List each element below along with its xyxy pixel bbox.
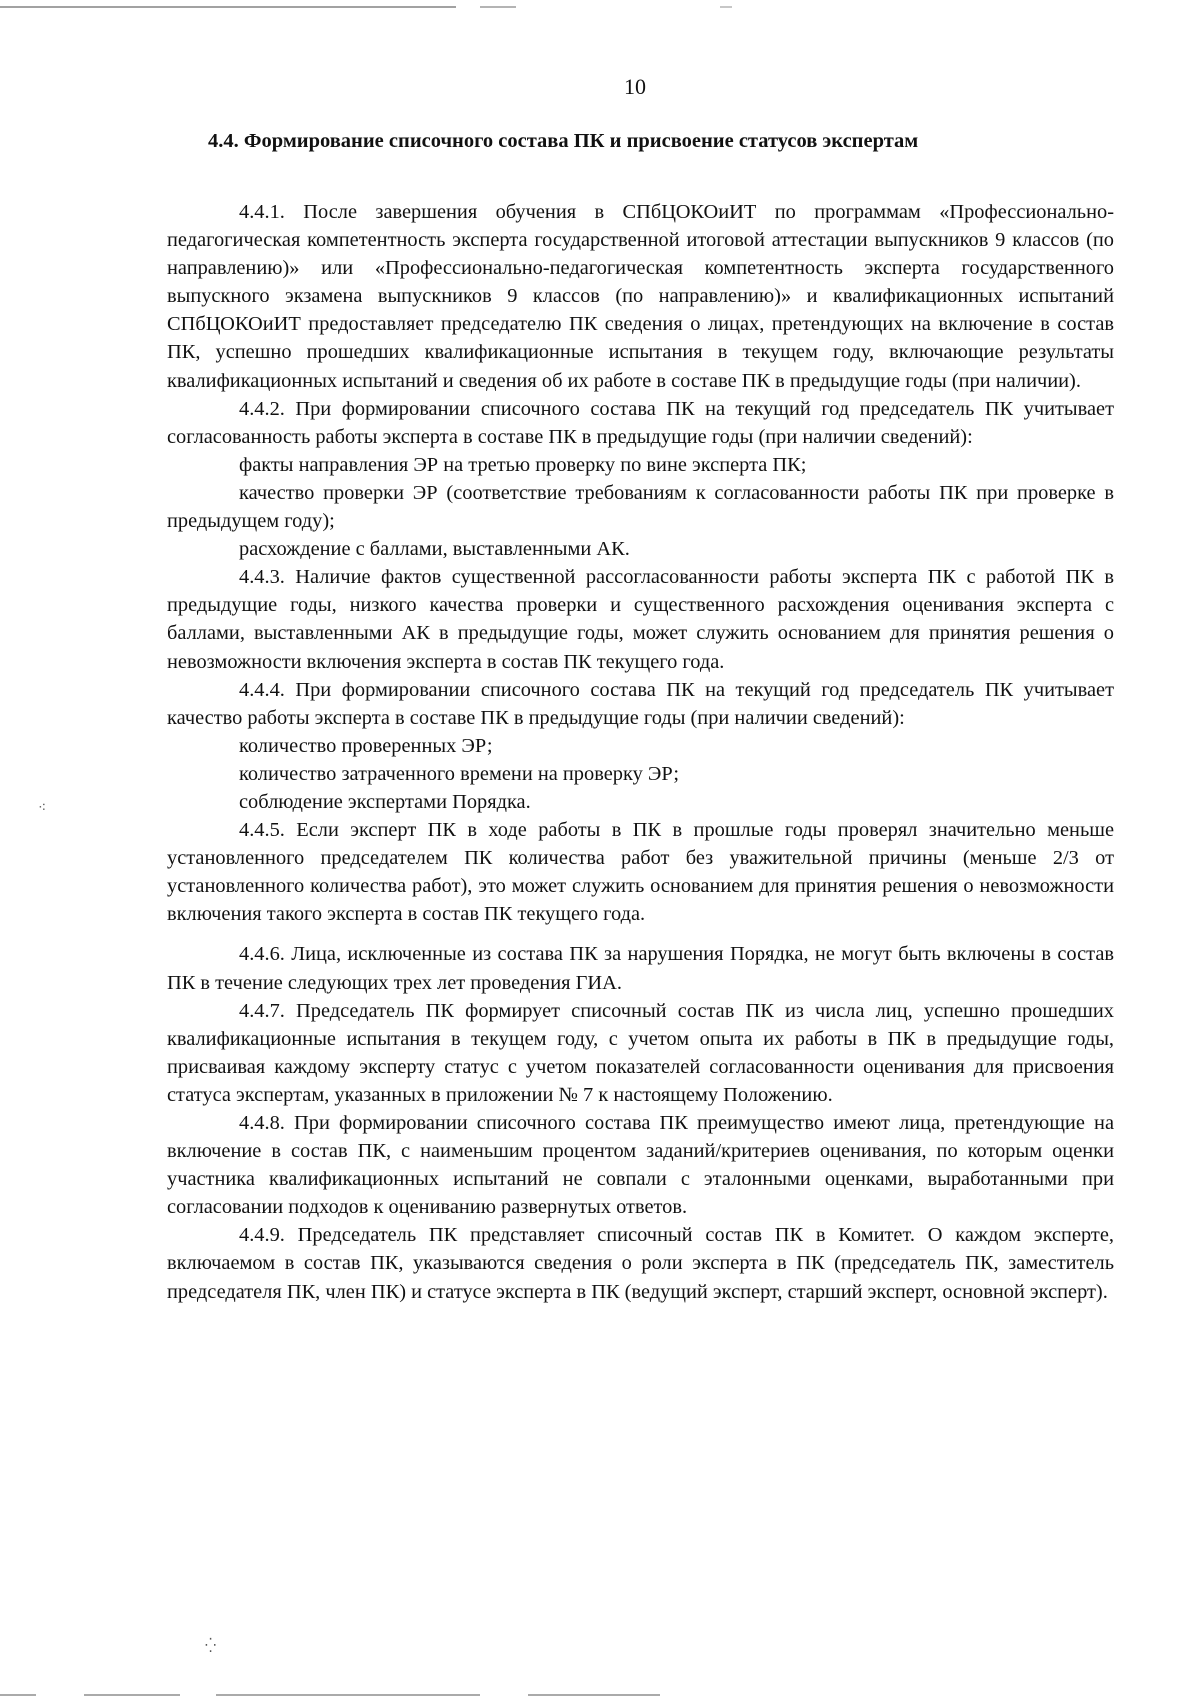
page-number: 10 — [624, 74, 646, 99]
document-body — [167, 198, 1114, 1306]
scan-speck: ⁖ — [38, 801, 47, 816]
list-item-time-spent: количество затраченного времени на проверку ЭР; — [239, 762, 680, 785]
list-item-checked-count: количество проверенных ЭР; — [239, 734, 493, 757]
paragraph-4-4-5: 4.4.5. Если эксперт ПК в ходе работы в ПК в прошлые годы проверял значительно меньше установленного председателем ПК количества работ без уважительной причины (меньше 2/3 от установленного количества работ), это может служить основанием для принятия решения о невозможности включения такого эксперта в состав ПК текущего года. — [167, 819, 1114, 926]
paragraph-4-4-9: 4.4.9. Председатель ПК представляет списочный состав ПК в Комитет. О каждом эксперте, включаемом в состав ПК, указываются сведения о роли эксперта в ПК (председатель ПК, заместитель председателя ПК, член ПК) и статусе эксперта в ПК (ведущий эксперт, старший эксперт, основной эксперт). — [167, 1224, 1114, 1303]
list-item-third-check: факты направления ЭР на третью проверку по вине эксперта ПК; — [239, 453, 807, 476]
list-item-compliance: соблюдение экспертами Порядка. — [239, 790, 531, 813]
scan-edge-top — [0, 6, 1200, 8]
paragraph-4-4-4: 4.4.4. При формировании списочного состава ПК на текущий год председатель ПК учитывает качество работы эксперта в составе ПК в предыдущие годы (при наличии сведений): — [167, 678, 1114, 729]
scan-edge-bottom — [0, 1694, 1200, 1696]
paragraph-4-4-3: 4.4.3. Наличие фактов существенной рассогласованности работы эксперта ПК с работой ПК в предыдущие годы, низкого качества проверки и существенного расхождения оценивания эксперта с баллами, выставленными АК в предыдущие годы, может служить основанием для принятия решения о невозможности включения эксперта в состав ПК текущего года. — [167, 566, 1114, 673]
paragraph-4-4-7: 4.4.7. Председатель ПК формирует списочный состав ПК из числа лиц, успешно прошедших квалификационные испытания в текущем году, с учетом опыта их работы в ПК в предыдущие годы, присваивая каждому эксперту статус с учетом показателей согласованности оценивания для присвоения статуса экспертам, указанных в приложении № 7 к настоящему Положению. — [167, 999, 1114, 1106]
section-title: 4.4. Формирование списочного состава ПК и присвоение статусов экспертам — [208, 130, 919, 152]
paragraph-4-4-6: 4.4.6. Лица, исключенные из состава ПК за нарушения Порядка, не могут быть включены в состав ПК в течение следующих трех лет проведения ГИА. — [167, 943, 1114, 994]
paragraph-4-4-1: 4.4.1. После завершения обучения в СПбЦОКОиИТ по программам «Профессионально-педагогическая компетентность эксперта государственной итоговой аттестации выпускников 9 классов (по направлению)» или «Профессионально-педагогическая компетентность эксперта государственного выпускного экзамена выпускников 9 классов (по направлению)» и квалификационных испытаний СПбЦОКОиИТ предоставляет председателю ПК сведения о лицах, претендующих на включение в состав ПК, успешно прошедших квалификационные испытания в текущем году, включающие результаты квалификационных испытаний и сведения об их работе в составе ПК в предыдущие годы (при наличии). — [167, 201, 1114, 392]
paragraph-4-4-2: 4.4.2. При формировании списочного состава ПК на текущий год председатель ПК учитывает согласованность работы эксперта в составе ПК в предыдущие годы (при наличии сведений): — [167, 397, 1114, 448]
scan-speck: ⁛ — [205, 1639, 217, 1654]
paragraph-4-4-8: 4.4.8. При формировании списочного состава ПК преимущество имеют лица, претендующие на включение в состав ПК, с наименьшим процентом заданий/критериев оценивания, по которым оценки участника квалификационных испытаний не совпали с эталонными оценками, выработанными при согласовании подходов к оцениванию развернутых ответов. — [167, 1112, 1114, 1219]
list-item-score-discrepancy: расхождение с баллами, выставленными АК. — [239, 538, 630, 561]
list-item-check-quality: качество проверки ЭР (соответствие требованиям к согласованности работы ПК при проверке в предыдущем году); — [167, 481, 1114, 533]
